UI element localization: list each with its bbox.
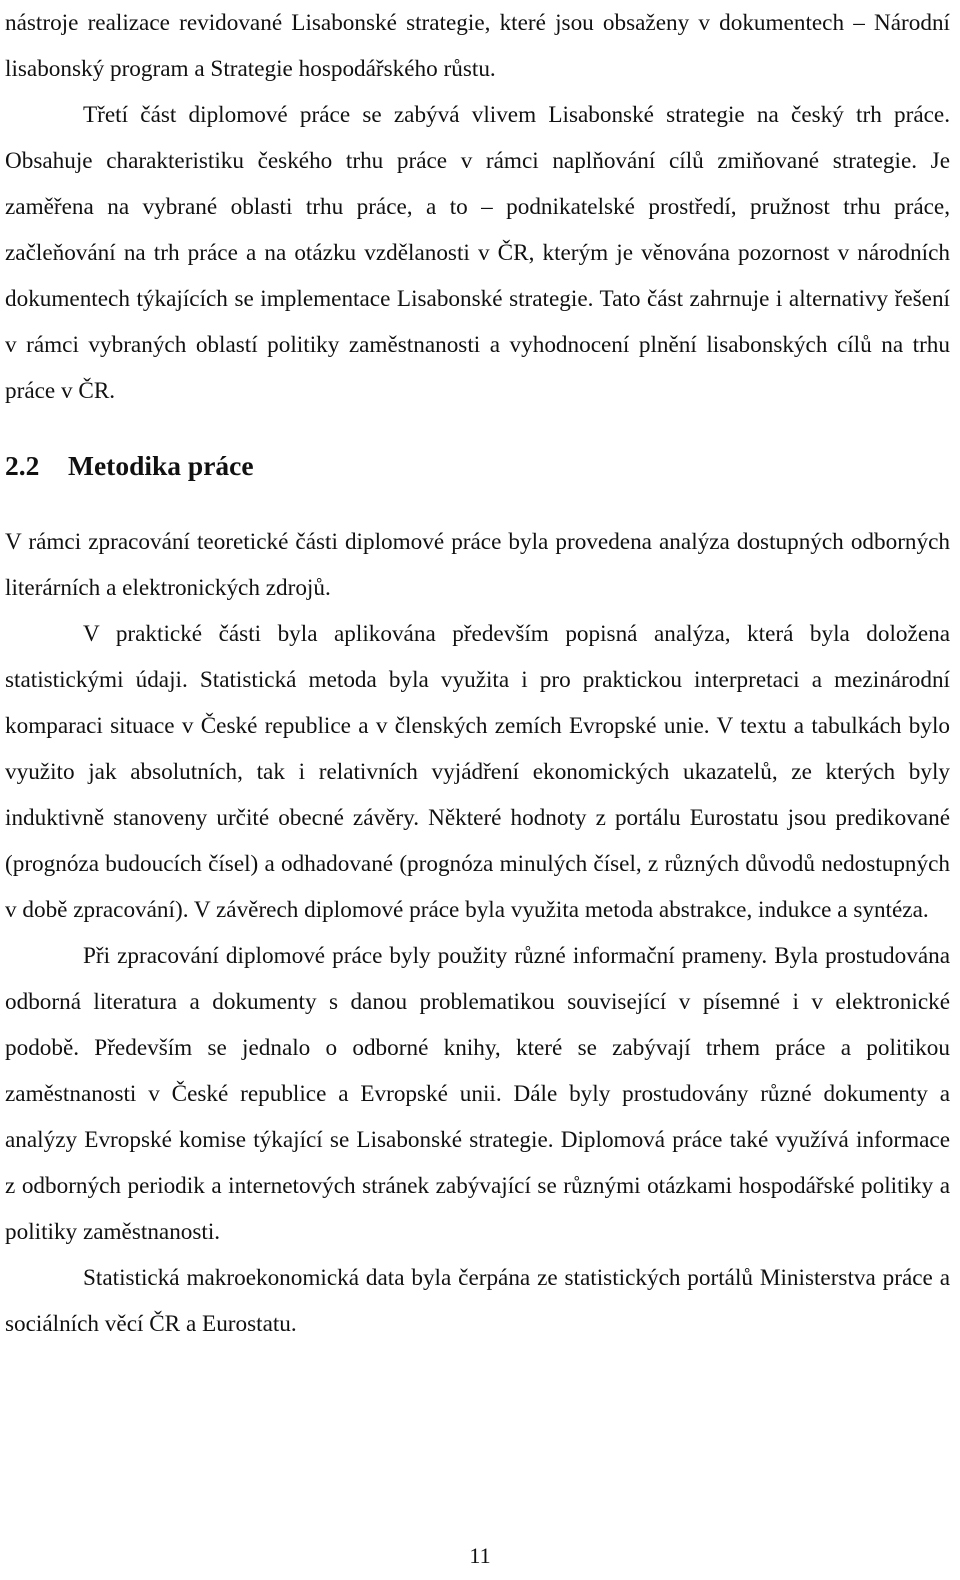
- section-number: 2.2: [5, 450, 40, 481]
- paragraph-statistical-data: Statistická makroekonomická data byla čerpána ze statistických portálů Ministerstva práce a sociálních věcí ČR a Eurostatu.: [5, 1265, 950, 1337]
- paragraph-practical-methods: V praktické části byla aplikována především popisná analýza, která byla doložena statistickými údaji. Statistická metoda byla využita i pro praktickou interpretaci a mezinárodní komparaci situace v České republice a v členských zemích Evropské unie. V textu a tabulkách bylo využito jak absolutních, tak i relativních vyjádření ekonomických ukazatelů, ze kterých byly induktivně stanoveny určité obecné závěry. Některé hodnoty z portálu Eurostatu jsou predikované (prognóza budoucích čísel) a odhadované (prognóza minulých čísel, z různých důvodů nedostupných v době zpracování). V závěrech diplomové práce byla využita metoda abstrakce, indukce a syntéza.: [5, 621, 950, 923]
- paragraph-lisbon-instruments: nástroje realizace revidované Lisabonské strategie, které jsou obsaženy v dokumentech – Národní lisabonský program a Strategie hospodářského růstu.: [5, 10, 950, 82]
- paragraph-theory-methods: V rámci zpracování teoretické části diplomové práce byla provedena analýza dostupných odborných literárních a elektronických zdrojů.: [5, 529, 950, 601]
- page-number: 11: [469, 1543, 491, 1568]
- section-title: Metodika práce: [68, 450, 254, 481]
- section-heading: [5, 443, 950, 489]
- page-body: [5, 0, 950, 1347]
- paragraph-third-part: Třetí část diplomové práce se zabývá vlivem Lisabonské strategie na český trh práce. Obsahuje charakteristiku českého trhu práce v rámci naplňování cílů zmiňované strategie. Je zaměřena na vybrané oblasti trhu práce, a to – podnikatelské prostředí, pružnost trhu práce, začleňování na trh práce a na otázku vzdělanosti v ČR, kterým je věnována pozornost v národních dokumentech týkajících se implementace Lisabonské strategie. Tato část zahrnuje i alternativy řešení v rámci vybraných oblastí politiky zaměstnanosti a vyhodnocení plnění lisabonských cílů na trhu práce v ČR.: [5, 102, 950, 404]
- paragraph-information-sources: Při zpracování diplomové práce byly použity různé informační prameny. Byla prostudována odborná literatura a dokumenty s danou problematikou související v písemné i v elektronické podobě. Především se jednalo o odborné knihy, které se zabývají trhem práce a politikou zaměstnanosti v České republice a Evropské unii. Dále byly prostudovány různé dokumenty a analýzy Evropské komise týkající se Lisabonské strategie. Diplomová práce také využívá informace z odborných periodik a internetových stránek zabývající se různými otázkami hospodářské politiky a politiky zaměstnanosti.: [5, 943, 950, 1245]
